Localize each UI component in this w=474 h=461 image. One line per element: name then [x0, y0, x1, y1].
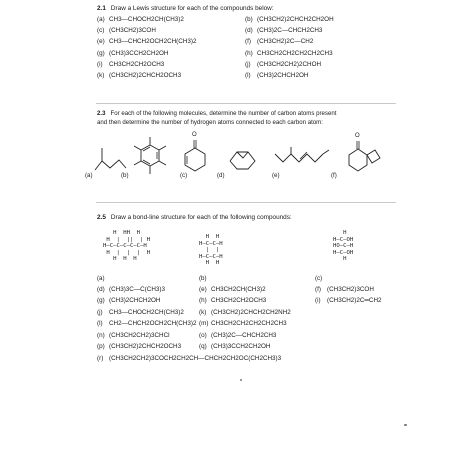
item-formula: (CH3)2CHCH2OH — [257, 72, 309, 79]
problem-2-5-k — [199, 309, 291, 317]
skeletal-structure-d-icon — [226, 144, 262, 174]
item-formula: (CH3)2C—CHCH2CH3 — [211, 332, 277, 339]
lewis-structure-c: H H—C—OH HO—C—H H—C—OH H — [333, 230, 354, 263]
section-2-1-title — [97, 5, 274, 13]
item-formula: (CH3CH2)2CHCH2CH2NH2 — [211, 309, 291, 316]
section-2-5-instruction: Draw a bond-line structure for each of the following compounds: — [110, 214, 292, 221]
item-label: (e) — [97, 38, 105, 45]
item-formula: (CH3)3C—C(CH3)3 — [109, 286, 165, 293]
item-label: (i) — [97, 61, 103, 68]
molecule-2-3-f — [336, 133, 384, 184]
label-2-3-f: (f) — [331, 172, 337, 179]
label-2-5-c: (c) — [315, 275, 323, 282]
label-2-3-e: (e) — [272, 172, 280, 179]
lewis-structure-a: H HH H H | || | H H—C—C—C—C—C—H H | | | H H H H — [103, 230, 151, 263]
item-formula: (CH3CH2CH2)3CHCl — [109, 332, 170, 339]
problem-2-1-i — [97, 61, 164, 69]
item-formula: (CH3CH2CH2)3COCH2CH2CH—CHCH2CH2OC(CH2CH3)3 — [109, 355, 282, 362]
item-label: (d) — [97, 286, 105, 293]
problem-2-5-i — [315, 297, 382, 305]
label-2-5-b: (b) — [199, 275, 207, 282]
molecule-2-3-d — [226, 144, 262, 179]
item-formula: (CH3CH2CH2)2CHOH — [257, 61, 322, 68]
item-formula: (CH3CH2)2C═CH2 — [327, 297, 382, 304]
section-2-5-title — [97, 214, 292, 222]
item-formula: (CH3)3CCH2CH2OH — [211, 343, 271, 350]
item-label: (r) — [97, 355, 104, 362]
molecule-2-3-e — [273, 146, 335, 179]
skeletal-structure-f-icon — [336, 133, 384, 179]
problem-2-5-r — [97, 355, 281, 363]
problem-2-1-j — [245, 61, 321, 69]
item-label: (l) — [245, 72, 251, 79]
scan-speck — [404, 424, 407, 426]
problem-2-1-f — [245, 38, 313, 46]
item-formula: (CH3)3CCH2CH2OH — [109, 50, 169, 57]
problem-2-1-d — [245, 27, 322, 35]
section-2-3-line-1 — [97, 110, 336, 118]
item-formula: CH3CH2CH2CH2CH2CH3 — [211, 320, 287, 327]
label-2-3-a: (a) — [85, 172, 93, 179]
item-label: (b) — [245, 16, 253, 23]
problem-2-5-h — [199, 297, 266, 305]
section-2-3-instruction-2: and then determine the number of hydrogen atoms connected to each carbon atom: — [97, 119, 323, 126]
item-formula: CH3CH2CH2OCH3 — [211, 297, 267, 304]
item-formula: (CH3CH2)2C—CH2 — [257, 38, 314, 45]
problem-2-1-h — [245, 50, 333, 58]
item-formula: CH3—CHOCH2CH(CH3)2 — [109, 309, 184, 316]
problem-2-1-g — [97, 50, 168, 58]
problem-2-5-j — [97, 309, 184, 317]
problem-2-1-b — [245, 16, 334, 24]
item-formula: (CH3)2CHCH2OH — [109, 297, 161, 304]
item-formula: CH3—CHCH2OCH2CH(CH3)2 — [109, 38, 197, 45]
item-formula: CH2—CHCH2OCH2CH(CH3)2 — [109, 320, 197, 327]
oxygen-atom-label: O — [355, 133, 360, 139]
problem-2-5-f — [315, 286, 374, 294]
item-label: (g) — [97, 50, 105, 57]
problem-2-1-c — [97, 27, 156, 35]
skeletal-structure-e-icon — [273, 146, 335, 174]
item-label: (g) — [97, 297, 105, 304]
item-label: (l) — [97, 320, 103, 327]
item-formula: (CH3CH2)2CHCH2OCH3 — [109, 343, 182, 350]
problem-2-1-l — [245, 72, 308, 80]
item-label: (o) — [199, 332, 207, 339]
lewis-structure-b: H H H—C—C—H | | H—C—C—H H H — [199, 234, 223, 267]
problem-2-5-l — [97, 320, 196, 328]
item-label: (p) — [97, 343, 105, 350]
problem-2-5-d — [97, 286, 165, 294]
section-2-3-number: 2.3 — [97, 110, 106, 117]
problem-2-1-a — [97, 16, 184, 24]
item-formula: CH3CH2CH2OCH3 — [109, 61, 165, 68]
item-label: (j) — [97, 309, 103, 316]
skeletal-structure-b-icon — [126, 133, 174, 181]
section-2-1-instruction: Draw a Lewis structure for each of the compounds below: — [110, 5, 274, 12]
item-label: (m) — [199, 320, 209, 327]
skeletal-structure-c-icon — [177, 131, 217, 177]
item-label: (q) — [199, 343, 207, 350]
item-label: (a) — [97, 16, 105, 23]
item-formula: (CH3CH2)2CHCH2OCH3 — [109, 72, 182, 79]
problem-2-5-e — [199, 286, 266, 294]
item-formula: (CH3CH2)3COH — [109, 27, 156, 34]
item-label: (f) — [315, 286, 321, 293]
problem-2-5-o — [199, 332, 276, 340]
item-label: (d) — [245, 27, 253, 34]
item-formula: (CH3CH2)3COH — [327, 286, 374, 293]
section-2-3-line-2 — [97, 119, 323, 127]
molecule-2-3-b — [126, 133, 174, 186]
item-label: (h) — [245, 50, 253, 57]
item-label: (f) — [245, 38, 251, 45]
item-formula: CH3—CHOCH2CH(CH3)2 — [109, 16, 184, 23]
item-label: (i) — [315, 297, 321, 304]
label-2-5-a: (a) — [97, 275, 105, 282]
label-2-3-d: (d) — [217, 172, 225, 179]
problem-2-5-q — [199, 343, 270, 351]
item-label: (k) — [97, 72, 105, 79]
item-label: (k) — [199, 309, 207, 316]
item-formula: CH3CH2CH2CH2CH2CH3 — [257, 50, 333, 57]
section-divider — [96, 202, 396, 203]
item-formula: (CH3CH2)2CHCH2CH2OH — [257, 16, 334, 23]
item-label: (j) — [245, 61, 251, 68]
item-label: (n) — [97, 332, 105, 339]
problem-2-5-m — [199, 320, 287, 328]
section-2-5-number: 2.5 — [97, 214, 106, 221]
label-2-3-c: (c) — [180, 172, 188, 179]
item-formula: (CH3)2C—CHCH2CH3 — [257, 27, 323, 34]
problem-2-5-g — [97, 297, 160, 305]
item-label: (e) — [199, 286, 207, 293]
item-label: (h) — [199, 297, 207, 304]
item-formula: CH3CH2CH(CH3)2 — [211, 286, 266, 293]
problem-2-5-p — [97, 343, 181, 351]
label-2-3-b: (b) — [121, 172, 129, 179]
scan-speck — [240, 379, 242, 381]
section-divider — [96, 103, 396, 104]
section-2-3-instruction-1: For each of the following molecules, determine the number of carbon atoms present — [110, 110, 337, 117]
section-2-1-number: 2.1 — [97, 5, 106, 12]
problem-2-5-n — [97, 332, 170, 340]
problem-2-1-k — [97, 72, 181, 80]
problem-2-1-e — [97, 38, 196, 46]
item-label: (c) — [97, 27, 105, 34]
oxygen-atom-label: O — [192, 132, 197, 138]
